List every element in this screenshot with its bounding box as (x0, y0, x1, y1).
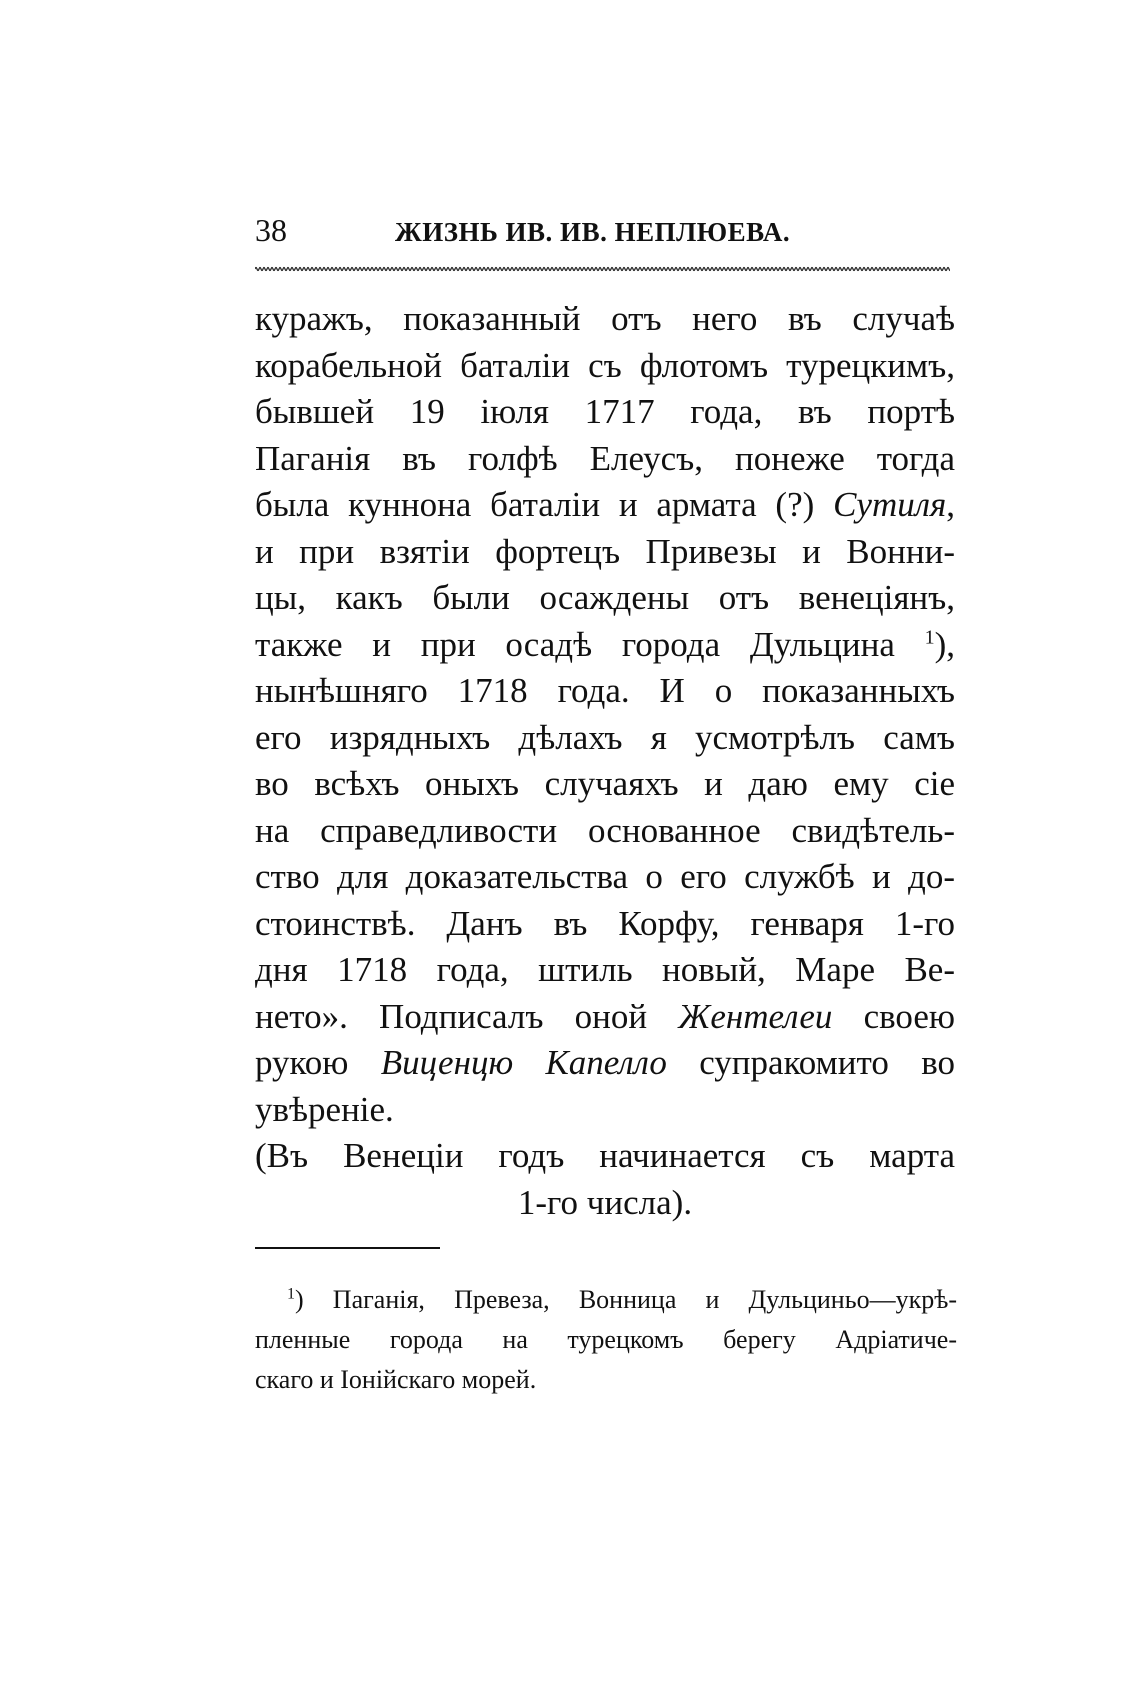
body-line-1: куражъ, показанный отъ него въ случаѣ (255, 299, 955, 338)
body-line-15: дня 1718 года, штиль новый, Маре Ве- (255, 950, 955, 989)
body-line-3: бывшей 19 іюля 1717 года, въ портѣ (255, 392, 955, 431)
running-head (255, 210, 955, 250)
footnote-line-1 (255, 1280, 957, 1320)
italic-name-zhenteleï: Жентелеи (678, 996, 833, 1036)
page-number: 38 (255, 212, 287, 248)
body-line-16-a: нето». Подписалъ оной (255, 996, 679, 1036)
body-text (255, 296, 955, 1226)
body-line-2: корабельной баталіи съ флотомъ турецкимъ, (255, 345, 955, 385)
footnote-reference: 1 (924, 625, 935, 648)
running-title: ЖИЗНЬ ИВ. ИВ. НЕПЛЮЕВА. (395, 217, 791, 247)
body-line-17 (255, 1040, 955, 1087)
italic-name-sutilya: Сутиля (833, 485, 947, 524)
body-line-8-b: ), (934, 624, 955, 664)
footnote-line-1-text: ) Паганія, Превеза, Вонница и Дульциньо—укрѣ- (295, 1285, 957, 1314)
body-line-19: (Въ Венеціи годъ начинается съ марта (255, 1136, 955, 1175)
body-line-17-b: супракомито во (666, 1043, 955, 1082)
body-line-11: во всѣхъ оныхъ случаяхъ и даю ему сіе (255, 764, 955, 803)
body-line-16 (255, 994, 955, 1041)
footnote-mark: 1 (287, 1285, 295, 1303)
body-line-8-a: также и при осадѣ города Дульцина (255, 624, 895, 664)
header-wavy-rule (255, 266, 950, 272)
italic-name-capello: Виценцю Капелло (380, 1043, 667, 1082)
body-line-20: 1-го числа). (517, 1182, 693, 1222)
body-line-16-b: своею (832, 996, 955, 1036)
body-line-14: стоинствѣ. Данъ въ Корфу, генваря 1-го (255, 903, 955, 943)
body-line-5-a: была куннона баталіи и армата (?) (255, 485, 834, 524)
footnote (255, 1280, 957, 1400)
body-line-18: увѣреніе. (255, 1089, 394, 1129)
body-line-5-b: , (946, 485, 955, 524)
body-line-12: на справедливости основанное свидѣтель- (255, 810, 955, 850)
footnote-line-2: пленные города на турецкомъ берегу Адріатиче- (255, 1325, 957, 1354)
body-line-8 (255, 622, 955, 669)
body-line-4: Паганія въ голфѣ Елеусъ, понеже тогда (255, 438, 955, 478)
body-line-7: цы, какъ были осаждены отъ венеціянъ, (255, 578, 955, 617)
body-line-10: его изрядныхъ дѣлахъ я усмотрѣлъ самъ (255, 717, 955, 757)
footnote-line-3: скаго и Іонійскаго морей. (255, 1365, 537, 1394)
body-line-6: и при взятіи фортецъ Привезы и Вонни- (255, 531, 955, 571)
body-line-17-a: рукою (255, 1043, 381, 1082)
body-line-5 (255, 482, 955, 529)
body-line-9: нынѣшняго 1718 года. И о показанныхъ (255, 671, 955, 710)
body-line-13: ство для доказательства о его службѣ и до- (255, 857, 955, 896)
footnote-rule (255, 1247, 440, 1249)
